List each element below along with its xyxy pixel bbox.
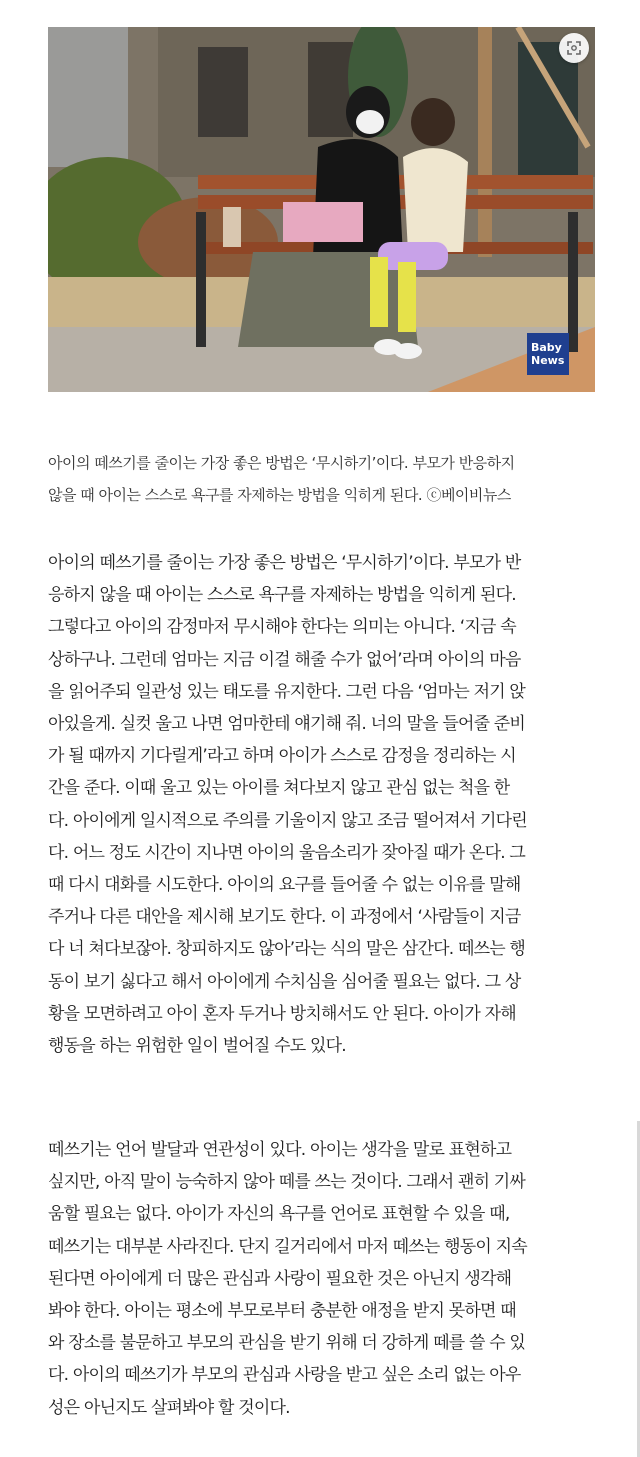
caption-line: 아이의 떼쓰기를 줄이는 가장 좋은 방법은 ‘무시하기’이다. 부모가 반응하지 [48,454,515,472]
zoom-icon[interactable] [559,33,589,63]
paragraph-line: 황을 모면하려고 아이 혼자 두거나 방치해서도 안 된다. 아이가 자해 [48,1003,516,1024]
paragraph-line: 상하구나. 그런데 엄마는 지금 이걸 해줄 수가 없어’라며 아이의 마음 [48,649,521,670]
article-paragraph-2 [48,1134,608,1424]
paragraph-line: 다 너 쳐다보잖아. 창피하지도 않아’라는 식의 말은 삼간다. 떼쓰는 행 [48,939,526,960]
paragraph-line: 동이 보기 싫다고 해서 아이에게 수치심을 심어줄 필요는 없다. 그 상 [48,971,521,992]
paragraph-line: 떼쓰기는 언어 발달과 연관성이 있다. 아이는 생각을 말로 표현하고 [48,1140,512,1160]
paragraph-line: 다. 아이의 떼쓰기가 부모의 관심과 사랑을 받고 싶은 소리 없는 아우 [48,1365,521,1386]
watermark-line1: Baby [531,341,562,354]
paragraph-line: 싶지만, 아직 말이 능숙하지 않아 떼를 쓰는 것이다. 그래서 괜히 기싸 [48,1172,526,1193]
paragraph-line: 움할 필요는 없다. 아이가 자신의 욕구를 언어로 표현할 수 있을 때, [48,1204,510,1225]
article-paragraph-1 [48,547,608,1062]
paragraph-line: 아이의 떼쓰기를 줄이는 가장 좋은 방법은 ‘무시하기’이다. 부모가 반 [48,553,521,573]
paragraph-line: 아있을게. 실컷 울고 나면 엄마한테 얘기해 줘. 너의 말을 들어줄 준비 [48,714,526,735]
caption-line: 않을 때 아이는 스스로 욕구를 자제하는 방법을 익히게 된다. ⓒ베이비뉴스 [48,486,511,504]
article-photo [48,27,595,392]
paragraph-line: 주거나 다른 대안을 제시해 보기도 한다. 이 과정에서 ‘사람들이 지금 [48,907,521,928]
paragraph-line: 행동을 하는 위험한 일이 벌어질 수도 있다. [48,1036,346,1057]
babynews-watermark-logo [527,333,569,375]
photo-caption [48,447,608,511]
paragraph-line: 와 장소를 불문하고 부모의 관심을 받기 위해 더 강하게 떼를 쓸 수 있 [48,1333,526,1354]
paragraph-line: 간을 준다. 이때 울고 있는 아이를 쳐다보지 않고 관심 없는 척을 한 [48,778,510,799]
paragraph-line: 때 다시 대화를 시도한다. 아이의 요구를 들어줄 수 없는 이유를 말해 [48,875,521,896]
paragraph-line: 그렇다고 아이의 감정마저 무시해야 한다는 의미는 아니다. ‘지금 속 [48,617,516,638]
paragraph-line: 봐야 한다. 아이는 평소에 부모로부터 충분한 애정을 받지 못하면 때 [48,1301,516,1322]
expand-icon [566,40,582,56]
photo-illustration [48,27,595,392]
paragraph-line: 다. 어느 정도 시간이 지나면 아이의 울음소리가 잦아질 때가 온다. 그 [48,842,526,863]
paragraph-line: 가 될 때까지 기다릴게’라고 하며 아이가 스스로 감정을 정리하는 시 [48,746,516,767]
paragraph-line: 다. 아이에게 일시적으로 주의를 기울이지 않고 조금 떨어져서 기다린 [48,810,527,831]
paragraph-line: 을 읽어주되 일관성 있는 태도를 유지한다. 그런 다음 ‘엄마는 저기 앉 [48,681,526,702]
watermark-line2: News [531,354,565,367]
paragraph-line: 떼쓰기는 대부분 사라진다. 단지 길거리에서 마저 떼쓰는 행동이 지속 [48,1236,527,1257]
paragraph-line: 된다면 아이에게 더 많은 관심과 사랑이 필요한 것은 아닌지 생각해 [48,1268,512,1289]
paragraph-line: 응하지 않을 때 아이는 스스로 욕구를 자제하는 방법을 익히게 된다. [48,585,516,606]
paragraph-line: 성은 아닌지도 살펴봐야 할 것이다. [48,1397,290,1418]
